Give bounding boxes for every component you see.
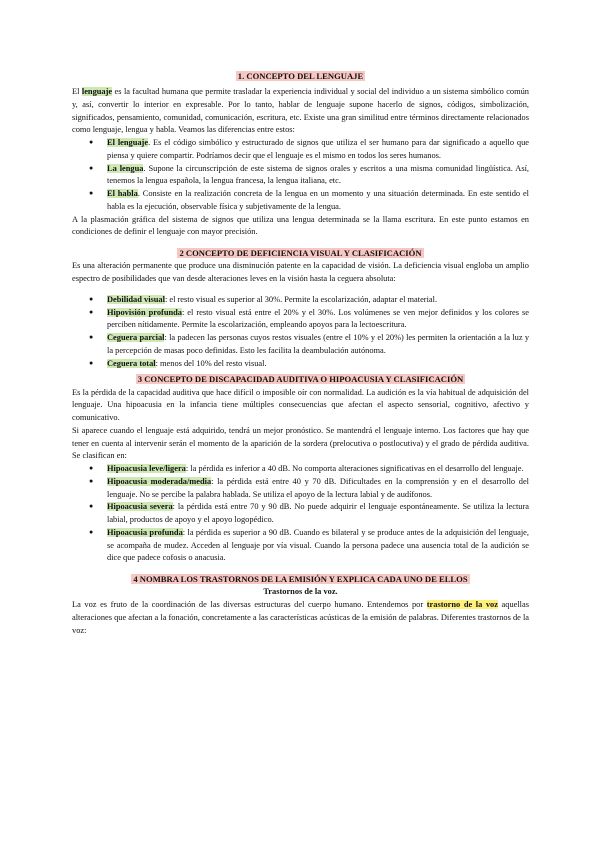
section-3-paragraph-2: Si aparece cuando el lenguaje está adquirido, tendrá un mejor pronóstico. Se mantendrá el lenguaje interno. Los factores que hay que tener en cuenta al intervenir serán el momento de la aparición de la sordera (prelocutiva o postlocutiva) y el grado de pérdida auditiva. Se clasifican en: (72, 425, 529, 461)
section-3-list (72, 463, 529, 565)
list-item: ● Hipoacusia moderada/media: la pérdida está entre 40 y 70 dB. Dificultades en la comprensión y en el desarrollo del lenguaje. No se percibe la palabra hablada. Se utiliza el apoyo de la lectura labial y de audífonos. (107, 476, 529, 502)
list-item: ● El lenguaje. Es el código simbólico y estructurado de signos que utiliza el ser humano para dar significado a aquello que piensa y quiere compartir. Podríamos decir que el lenguaje es el mismo en todos los seres humanos. (107, 137, 529, 163)
section-2-paragraph: Es una alteración permanente que produce una disminución patente en la capacidad de visión. La deficiencia visual engloba un amplio espectro de posibilidades que van desde alteraciones leves en la visión hasta la ceguera absoluta: (72, 261, 529, 284)
list-item: ● Ceguera parcial: la padecen las personas cuyos restos visuales (entre el 10% y el 20%) les permiten la orientación a la luz y la percepción de masas poco definidas. Esto les facilita la deambulación autónoma. (107, 332, 529, 358)
section-1-heading: 1. CONCEPTO DEL LENGUAJE (237, 71, 364, 81)
term-lenguaje: lenguaje (81, 87, 113, 97)
list-item: ● La lengua. Supone la circunscripción de este sistema de signos orales y escritos a una misma comunidad lingüística. Así, tenemos la lengua española, la lengua francesa, la lengua italiana, etc. (107, 163, 529, 189)
list-item: ● Hipovisión profunda: el resto visual está entre el 20% y el 30%. Los volúmenes se ven mejor definidos y los colores se perciben nítidamente. Permite la escolarización, empleando apoyos para la lectoescritura. (107, 307, 529, 333)
section-4-subtitle: Trastornos de la voz. (263, 587, 338, 597)
list-item: ● Ceguera total: menos del 10% del resto visual. (107, 358, 529, 371)
list-item: ● Hipoacusia leve/ligera: la pérdida es inferior a 40 dB. No comporta alteraciones significativas en el desarrollo del lenguaje. (107, 463, 529, 476)
section-1-list (72, 137, 529, 214)
section-4-paragraph: La voz es fruto de la coordinación de las diversas estructuras del cuerpo humano. Entendemos por trastorno de la voz aquellas alteraciones que afectan a la fonación, concretamente a las características acústicas de la emisión de palabras. Diferentes trastornos de la voz: (72, 600, 529, 635)
list-item: ● El habla. Consiste en la realización concreta de la lengua en un momento y una situación determinada. En este sentido el habla es la ejecución, observable física y subjetivamente de la lengua. (107, 188, 529, 214)
term-trastorno-voz: trastorno de la voz (426, 600, 498, 610)
section-4-heading: 4 NOMBRA LOS TRASTORNOS DE LA EMISIÓN Y EXPLICA CADA UNO DE ELLOS (133, 574, 468, 585)
section-3-heading: 3 CONCEPTO DE DISCAPACIDAD AUDITIVA O HIPOACUSIA Y CLASIFICACIÓN (137, 374, 464, 385)
list-item: ● Hipoacusia profunda: la pérdida es superior a 90 dB. Cuando es bilateral y se produce antes de la adquisición del lenguaje, se acompaña de mudez. Acceden al lenguaje por vía visual. Cuando la persona padece una ausencia total de la audición se dice que padece cofosis o anacusia. (107, 527, 529, 565)
section-2-heading: 2 CONCEPTO DE DEFICIENCIA VISUAL Y CLASIFICACIÓN (179, 248, 422, 259)
section-1-closing: A la plasmación gráfica del sistema de signos que utiliza una lengua determinada se la llama escritura. En este punto estamos en condiciones de definir el lenguaje con mayor precisión. (72, 214, 529, 237)
section-3-paragraph-1: Es la pérdida de la capacidad auditiva que hace difícil o imposible oír con normalidad. La audición es la vía habitual de adquisición del lenguaje. Una hipoacusia en la infancia tiene múltiples consecuencias que afectan el aspecto sensorial, cognitivo, afectivo y comunicativo. (72, 387, 529, 423)
section-1-paragraph: El lenguaje es la facultad humana que permite trasladar la experiencia individual y social del individuo a un sistema simbólico común y, así, convertir lo interior en expresable. Por lo tanto, hablar de lenguaje supone hacerlo de signos, códigos, simbolización, significados, pensamiento, comunidad, comunicación, escritura, etc. Existe una gran similitud entre términos directamente relacionados como lenguaje, lengua y habla. Veamos las diferencias entre estos: (72, 87, 529, 135)
section-2-list (72, 294, 529, 371)
list-item: ● Hipoacusia severa: la pérdida está entre 70 y 90 dB. No puede adquirir el lenguaje espontáneamente. Se utiliza la lectura labial, productos de apoyo y el apoyo logopédico. (107, 501, 529, 527)
document-page (72, 70, 529, 637)
list-item: ● Debilidad visual: el resto visual es superior al 30%. Permite la escolarización, adaptar el material. (107, 294, 529, 307)
